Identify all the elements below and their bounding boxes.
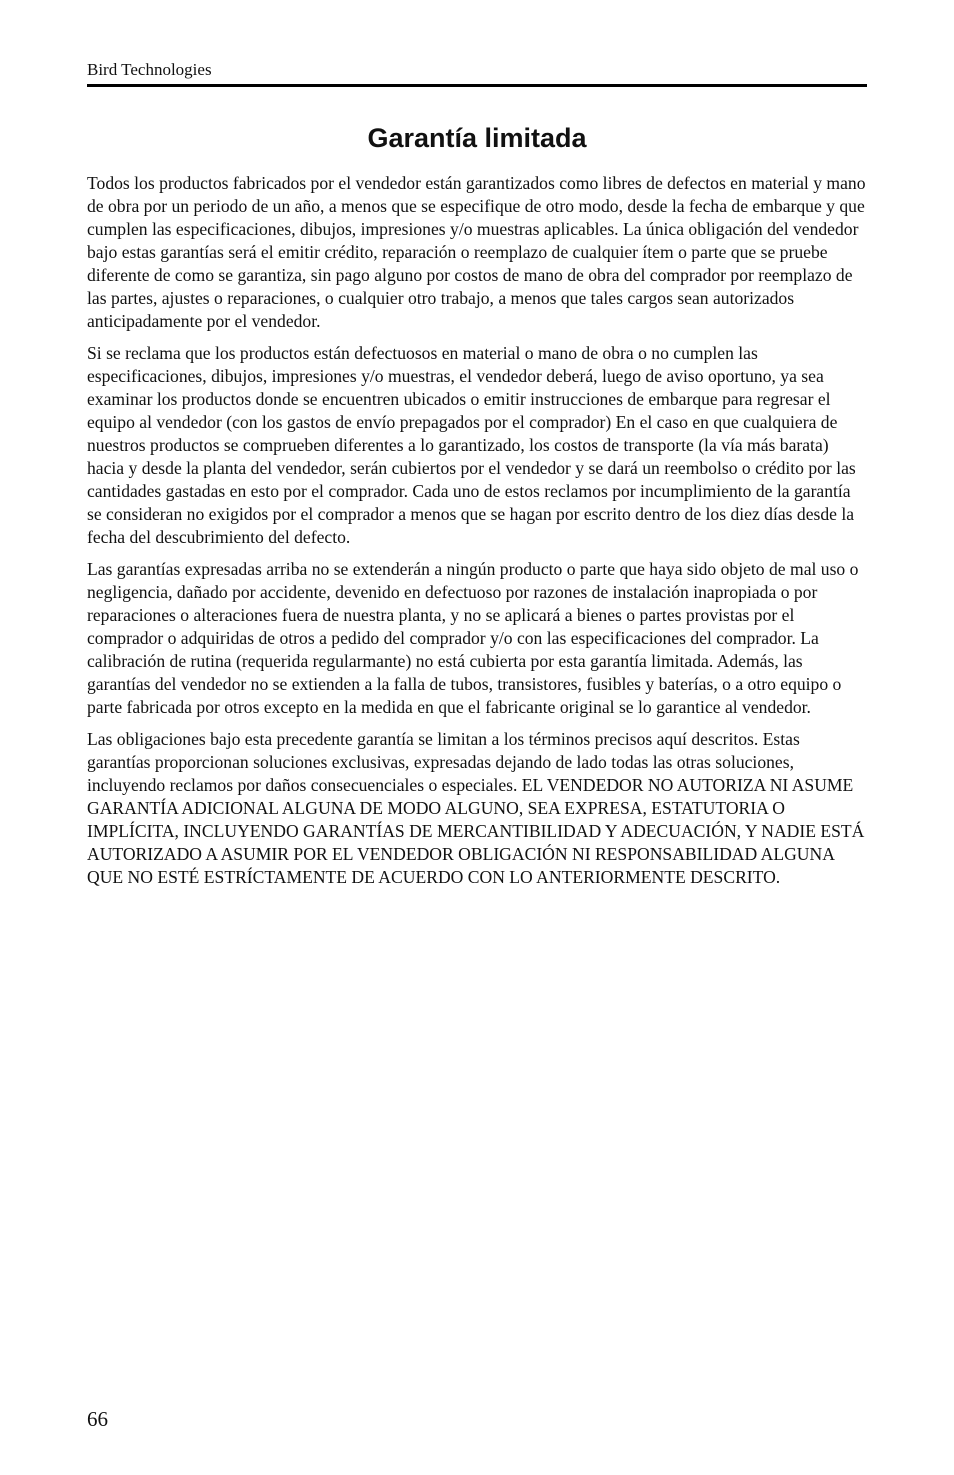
paragraph-4: Las obligaciones bajo esta precedente garantía se limitan a los términos precisos aquí descritos. Estas garantías proporcionan soluciones exclusivas, expresadas dejando de lado todas las otras soluciones, incluyendo reclamos por daños consecuenciales o especiales. EL VENDEDOR NO AUTORIZA NI ASUME GARANTÍA ADICIONAL ALGUNA DE MODO ALGUNO, SEA EXPRESA, ESTATUTORIA O IMPLÍCITA, INCLUYENDO GARANTÍAS DE MERCANTIBILIDAD Y ADECUACIÓN, Y NADIE ESTÁ AUTORIZADO A ASUMIR POR EL VENDEDOR OBLIGACIÓN NI RESPONSABILIDAD ALGUNA QUE NO ESTÉ ESTRÍCTAMENTE DE ACUERDO CON LO ANTERIORMENTE DESCRITO. bbox=[87, 729, 865, 887]
running-header: Bird Technologies bbox=[87, 60, 212, 79]
paragraph-1: Todos los productos fabricados por el vendedor están garantizados como libres de defectos en material y mano de obra por un periodo de un año, a menos que se especifique de otro modo, desde la fecha de embarque y que cumplen las especificaciones, dibujos, impresiones y/o muestras aplicables. La única obligación del vendedor bajo estas garantías será el emitir crédito, reparación o reemplazo de cualquier ítem o parte que se pruebe diferente de como se garantiza, sin pago alguno por costos de mano de obra del comprador por reemplazo de las partes, ajustes o reparaciones, o cualquier otro trabajo, a menos que tales cargos sean autorizados anticipadamente por el vendedor. bbox=[87, 173, 866, 331]
paragraph-3: Las garantías expresadas arriba no se extenderán a ningún producto o parte que haya sido objeto de mal uso o negligencia, dañado por accidente, devenido en defectuoso por razones de instalación inapropiada o por reparaciones o alteraciones fuera de nuestra planta, y no se aplicará a bienes o partes provistas por el comprador o adquiridas de otros a pedido del comprador y/o con las especificaciones del comprador. La calibración de rutina (requerida regularmante) no está cubierta por esta garantía limitada. Además, las garantías del vendedor no se extienden a la falla de tubos, transistores, fusibles y baterías, o a otro equipo o parte fabricada por otros excepto en la medida en que el fabricante original se lo garantice al vendedor. bbox=[87, 559, 859, 717]
page-title: Garantía limitada bbox=[367, 123, 587, 153]
paragraph-2: Si se reclama que los productos están defectuosos en material o mano de obra o no cumplen las especificaciones, dibujos, impresiones y/o muestras, el vendedor deberá, luego de aviso oportuno, ya sea examinar los productos donde se encuentren ubicados o emitir instrucciones de embarque para regresar el equipo al vendedor (con los gastos de envío prepagados por el comprador) En el caso en que cualquiera de nuestros productos se comprueben diferentes a lo garantizado, los costos de transporte (la vía más barata) hacia y desde la planta del vendedor, serán cubiertos por el vendedor y se dará un reembolso o crédito por las cantidades gastadas en esto por el comprador. Cada uno de estos reclamos por incumplimiento de la garantía se consideran no exigidos por el comprador a menos que se hagan por escrito dentro de los diez días desde la fecha del descubrimiento del defecto. bbox=[87, 343, 856, 547]
body-text bbox=[87, 172, 867, 898]
page-number: 66 bbox=[87, 1407, 108, 1431]
header-rule bbox=[87, 84, 867, 87]
